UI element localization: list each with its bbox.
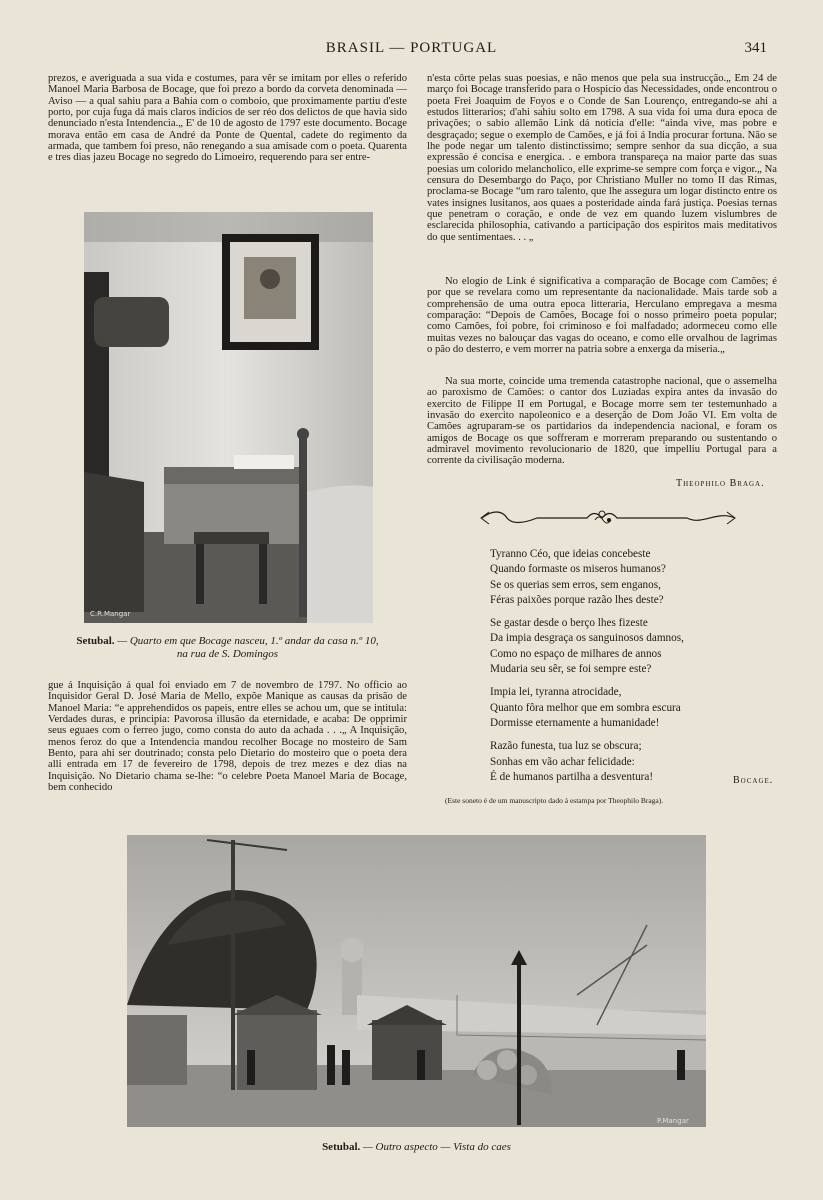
sonnet-stanza-3 [490,685,790,731]
photo-1-caption-line-2: na rua de S. Domingos [176,648,279,660]
sonnet-line: Se os querias sem erros, sem enganos, [490,578,661,591]
sonnet-line: Razão funesta, tua luz se obscura; [490,740,642,753]
sonnet-line: Tyranno Céo, que ideias concebeste [490,548,651,560]
decorative-ornament [477,506,742,530]
right-paragraph-1: n'esta côrte pelas suas poesias, e não menos que pela sua instrucção.„ Em 24 de março foi Bocage transferido para o Hospicio das Necessidades, onde encontrou o poeta Frei Joaquim de Foyos e o Conde de San Lourenço, entregando-se ahi a estudos litterarios; d'ahi sahiu solto em 1798. A sua vida foi uma dura epoca de privações; o sabio allemão Link dá noticia d'elle: “ainda vive, mas pobre e desgraçado; segue o exemplo de Camões, e já foi á India procurar fortuna. Não se lhe pode negar um talento distinctissimo; sempre senhor da sua dicção, a sua expressão é concisa e energica. . e embora transpareça na maior parte das suas poesias um colorido melancholico, elle exprime-se sempre com força e vigor.„ Na censura do Desembargo do Paço, por Christiano Muller no tomo II das Rimas, proclama-se Bocage “um raro talento, que lhe assegura um logar distincto entre os vates insignes lusitanos, aos quaes a posteridade ainda fará justiça. Poesias ternas que penetram o coração, e onde de vez em quando luzem vislumbres de esclarecida philosophia, cativando a participação dos espiritos mais meditativos do que sentimentaes. . . „ [427,73,777,243]
photo-2-caption [127,1141,706,1154]
sonnet-line: É de humanos partilha a desventura! [490,770,654,783]
photo-1-caption [48,635,407,661]
sonnet-stanza-1 [490,547,790,608]
sonnet-line: Se gastar desde o berço lhes fizeste [490,617,648,630]
running-title: BRASIL — PORTUGAL [325,40,498,56]
sonnet-line: Quanto fôra melhor que em sombra escura [490,701,681,714]
article-author: Theophilo Braga. [676,478,765,489]
photo-bocage-room-image [84,212,373,623]
sonnet-line: Sonhas em vão achar felicidade: [490,755,635,768]
photo-1-caption-line-1: — Quarto em que Bocage nasceu, 1.º andar da casa n.º 10, [117,635,379,647]
poem-footnote: (Este soneto é de um manuscripto dado á estampa por Theophilo Braga). [445,796,664,805]
right-paragraph-2: No elogio de Link é significativa a comparação de Bocage com Camões; é por que se revelara como um representante da nacionalidade. Mais tarde sob a comprehensão de uma outra epoca litteraria, Herculano empregava a mesma comparação: “Depois de Camões, Bocage foi o nosso primeiro poeta popular; como Camões, foi pobre, foi criminoso e foi malfadado; adormeceu como elle muitas vezes no balouçar das vagas do oceano, e como elle orvalhou de lagrimas o pão do desterro, e vem morrer na patria sobre a enxerga da miseria.„ [427,276,777,356]
photo-setubal-quay [127,835,706,1127]
sonnet-line: Impia lei, tyranna atrocidade, [490,686,622,699]
photo-setubal-quay-image [127,835,706,1127]
photo-1-mark: C.R.Mangar [90,610,131,618]
sonnet-line: Féras paixões porque razão lhes deste? [490,593,664,606]
sonnet [490,547,790,793]
photo-2-mark: P.Mangar [657,1117,689,1125]
left-paragraph-top: prezos, e averiguada a sua vida e costumes, para vêr se imitam por elles o referido Manoel Maria Barbosa de Bocage, que foi prezo a bordo da corveta denominada — Aviso — a qual sahiu para a Bahia com o comboio, que proximamente partiu d'este porto, por cuja fuga dá mais claros indicios de ser réo dos delictos de que havia sido denunciado n'esta Intendencia.„ E' de 10 de agosto de 1797 este documento. Bocage morava então em casa de André da Ponte de Quental, cadete do regimento da armada, que tambem foi preso, não renegando a sua amisade com o poeta. Quarenta e tres dias jazeu Bocage no segredo do Limoeiro, requerendo para ser entre- [48,73,407,164]
page-number: 341 [744,40,767,56]
sonnet-stanza-2 [490,616,790,677]
sonnet-line: Da impia desgraça os sanguinosos damnos, [490,632,684,645]
sonnet-line: Mudaria seu sêr, se foi sempre este? [490,663,652,676]
photo-2-caption-text: — Outro aspecto — Vista do caes [363,1141,511,1153]
poem-author: Bocage. [733,775,774,786]
left-paragraph-bottom: gue á Inquisição á qual foi enviado em 7 de novembro de 1797. No officio ao Inquisidor Geral D. José Maria de Mello, expõe Manique as causas da prisão de Manoel Maria: “e apprehendidos os papeis, entre elles se achou um, que se intitula: Verdades duras, e principia: Pavorosa illusão da eternidade, e acaba: De opprimir seus eguaes com o ferreo jugo, como consta do auto da achada . . .„ A Inquisição, menos feroz do que a Intendencia mandou recolher Bocage no mosteiro de Sam Bento, para ahi ser doutrinado; consta pelo Dietario do mosteiro que o poeta dera alli entrada em 17 de fevereiro de 1798, depois de trez mezes e dez dias na Inquisição. No Dietario chama se-lhe: “o celebre Poeta Manoel Maria de Bocage, bem conhecido [48,680,407,794]
photo-bocage-room [84,212,373,623]
photo-2-caption-place: Setubal. [322,1141,361,1153]
sonnet-line: Como no espaço de milhares de annos [490,647,662,660]
photo-1-caption-place: Setubal. [76,635,115,647]
sonnet-line: Dormisse eternamente a humanidade! [490,716,660,729]
sonnet-line: Quando formaste os miseros humanos? [490,563,666,576]
right-paragraph-3: Na sua morte, coincide uma tremenda catastrophe nacional, que o assemelha ao paroxismo de Camões: o cantor dos Luziadas expira antes da invasão do exercito de Filippe II em Portugal, e Bocage morre sem ter testemunhado a invasão do exercito napoleonico e a deserção de Dom João VI. Em volta de Camões agruparam-se os partidarios da independencia nacional, e foram os amigos de Bocage os que soffreram e morreram preparando ou sustentando o admiravel movimento revolucionario de 1820, que impelliu Portugal para a corrente da civilisação moderna. [427,376,777,467]
